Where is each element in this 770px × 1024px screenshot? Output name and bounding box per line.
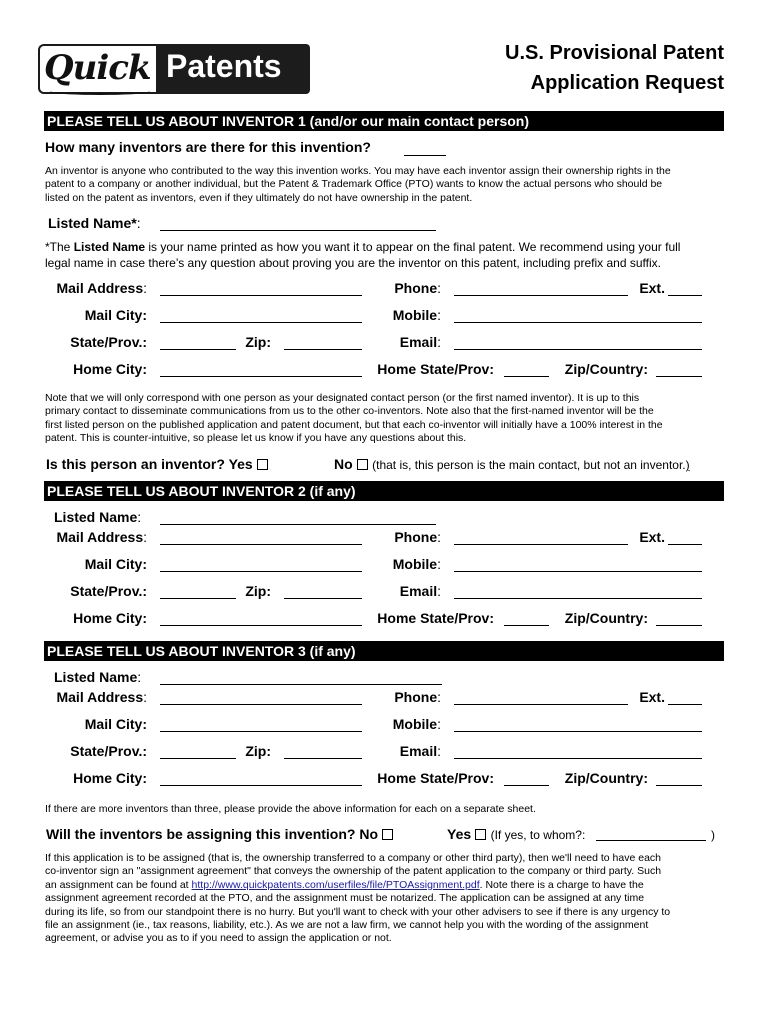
phone-3-field[interactable] [454, 704, 628, 705]
logo-quick-text: Quick [44, 48, 151, 88]
colon: : [137, 509, 142, 525]
mail-city-2-label [85, 556, 147, 572]
colon: : [143, 689, 147, 705]
inventor-definition [45, 165, 671, 205]
listed-note-line [45, 240, 680, 256]
listed-name-1-field[interactable] [160, 230, 436, 231]
inventor-3-header: PLEASE TELL US ABOUT INVENTOR 3 (if any) [44, 641, 724, 661]
home-city-2-label-text: Home City: [73, 610, 147, 626]
listed-name-3-field[interactable] [160, 684, 442, 685]
state-1-label [70, 334, 147, 350]
logo-patents-box [156, 44, 310, 94]
is-inventor-yes-label: Yes [228, 456, 253, 472]
assign-para-line: during its life, so from our standpoint there is no hurry. But you'll want to check with your other advisers to see if there is any urgency to [45, 905, 671, 918]
home-state-2-label [377, 610, 494, 626]
mail-city-2-field[interactable] [160, 571, 362, 572]
ext-1-label-text: Ext. [639, 280, 665, 296]
state-2-label [70, 583, 147, 599]
listed-name-3-text: Listed Name [54, 669, 138, 685]
phone-3-label-text: Phone [394, 689, 438, 705]
phone-2-label-text: Phone [394, 529, 438, 545]
ext-3-field[interactable] [668, 704, 702, 705]
phone-2-label [394, 529, 441, 545]
logo-swoosh [50, 88, 150, 95]
mail-city-3-label-text: Mail City: [84, 716, 147, 732]
phone-2-field[interactable] [454, 544, 628, 545]
contact-note [45, 392, 663, 446]
title-line-2: Application Request [530, 72, 724, 94]
definition-line: listed on the patent as inventors, even if they ultimately do not have ownership in the patent. [45, 191, 473, 204]
phone-1-field[interactable] [454, 295, 628, 296]
assign-yes-checkbox[interactable] [475, 829, 486, 840]
assign-para-line: agreement, or advise you as to if you need to assign the application or not. [45, 932, 392, 945]
listed-note-bold: Listed Name [73, 240, 146, 254]
mail-address-3-label [56, 689, 147, 705]
ext-3-label [639, 689, 665, 705]
mobile-2-field[interactable] [454, 571, 702, 572]
listed-name-3-label [54, 669, 141, 685]
no-note-close: ) [685, 458, 690, 472]
is-inventor-no-group [334, 456, 690, 474]
is-inventor-text: Is this person an inventor? [46, 456, 225, 472]
quickpatents-logo [38, 44, 310, 94]
colon: : [437, 743, 441, 759]
assign-yes-label: Yes [447, 826, 472, 842]
state-2-label-text: State/Prov.: [70, 583, 147, 599]
how-many-label: How many inventors are there for this invention? [45, 139, 371, 155]
mobile-1-field[interactable] [454, 322, 702, 323]
note-line: first listed person on the published application and patent document, but that each co-inventor will initially have a 100% interest in the [45, 418, 663, 431]
home-city-3-label [73, 770, 147, 786]
home-state-3-field[interactable] [504, 785, 549, 786]
is-inventor-no-label: No [334, 456, 353, 472]
mobile-2-label-text: Mobile [392, 556, 438, 572]
state-3-label-text: State/Prov.: [70, 743, 147, 759]
mail-address-3-label-text: Mail Address [56, 689, 144, 705]
inventor-2-header: PLEASE TELL US ABOUT INVENTOR 2 (if any) [44, 481, 724, 501]
mail-city-1-label [85, 307, 147, 323]
colon: : [437, 716, 441, 732]
ext-2-label-text: Ext. [639, 529, 665, 545]
home-state-1-label [377, 361, 494, 377]
state-2-field[interactable] [160, 598, 236, 599]
logo-quick-box [38, 44, 162, 94]
colon: : [143, 280, 147, 296]
assign-yes-group [447, 826, 585, 844]
mail-address-1-label-text: Mail Address [56, 280, 144, 296]
assign-question-text: Will the inventors be assigning this invention? [46, 826, 356, 842]
colon: : [437, 583, 441, 599]
colon: : [437, 556, 441, 572]
ext-2-field[interactable] [668, 544, 702, 545]
home-state-1-label-text: Home State/Prov: [377, 361, 494, 377]
zip-country-2-label [565, 610, 648, 626]
colon: : [437, 280, 441, 296]
more-inventors-note: If there are more inventors than three, please provide the above information for each on a separate sheet. [45, 803, 536, 815]
zip-3-field[interactable] [284, 758, 362, 759]
mail-city-2-label-text: Mail City: [84, 556, 147, 572]
title-line-1: U.S. Provisional Patent [505, 42, 724, 64]
listed-note-rest: is your name printed as how you want it to appear on the final patent. We recommend using your full [145, 240, 681, 254]
assign-line3-post: . Note there is a charge to have the [479, 878, 644, 891]
assign-no-checkbox[interactable] [382, 829, 393, 840]
mail-city-3-field[interactable] [160, 731, 362, 732]
colon: : [143, 529, 147, 545]
phone-1-label [394, 280, 441, 296]
mobile-3-label-text: Mobile [392, 716, 438, 732]
assign-para-line: file an assignment (ie., tax reasons, liability, etc.). As we are not a law firm, we cannot help you with the wording of the assignment [45, 919, 649, 932]
zip-country-3-label-text: Zip/Country: [564, 770, 648, 786]
listed-note-line: legal name in case there’s any question about proving you are the inventor on this patent, including prefix and suffix. [45, 255, 661, 270]
home-state-3-label-text: Home State/Prov: [377, 770, 494, 786]
state-3-label [70, 743, 147, 759]
mobile-3-field[interactable] [454, 731, 702, 732]
mail-address-2-label-text: Mail Address [56, 529, 144, 545]
zip-2-label-text: Zip: [245, 583, 271, 599]
assign-question [46, 826, 393, 842]
email-2-label [400, 583, 441, 599]
how-many-field[interactable] [404, 155, 446, 156]
listed-name-note [45, 240, 680, 271]
ext-1-label [639, 280, 665, 296]
definition-line: An inventor is anyone who contributed to the way this invention works. You may have each inventor assign their ownership rights in the [45, 165, 671, 177]
mail-address-1-label [56, 280, 147, 296]
listed-name-1-text: Listed Name* [48, 215, 137, 231]
colon: : [437, 334, 441, 350]
colon: : [437, 529, 441, 545]
inventor-1-header: PLEASE TELL US ABOUT INVENTOR 1 (and/or our main contact person) [44, 111, 724, 131]
mail-address-1-field[interactable] [160, 295, 362, 296]
mail-city-3-label [85, 716, 147, 732]
page-title [505, 38, 724, 98]
assign-para-line [45, 879, 670, 892]
zip-2-label [245, 583, 271, 599]
home-state-2-label-text: Home State/Prov: [377, 610, 494, 626]
home-city-3-field[interactable] [160, 785, 362, 786]
phone-3-label [394, 689, 441, 705]
ext-3-label-text: Ext. [639, 689, 665, 705]
email-1-label [400, 334, 441, 350]
email-2-label-text: Email [399, 583, 438, 599]
note-line: primary contact to disseminate communications from us to the other co-inventors. Note also that the first-named inventor will be the [45, 405, 654, 418]
state-3-field[interactable] [160, 758, 236, 759]
mail-address-2-field[interactable] [160, 544, 362, 545]
mobile-1-label-text: Mobile [392, 307, 438, 323]
email-1-field[interactable] [454, 349, 702, 350]
assign-no-label: No [359, 826, 379, 842]
assign-if-yes-text: (If yes, to whom?: [490, 828, 586, 842]
email-3-field[interactable] [454, 758, 702, 759]
home-city-3-label-text: Home City: [73, 770, 147, 786]
is-inventor-yes-checkbox[interactable] [257, 459, 268, 470]
phone-1-label-text: Phone [394, 280, 438, 296]
email-3-label-text: Email [399, 743, 438, 759]
zip-country-3-label [565, 770, 648, 786]
ext-2-label [639, 529, 665, 545]
assign-to-whom-field[interactable] [596, 840, 706, 841]
definition-line: patent to a company or another individual, but the Patent & Trademark Office (PTO) wants to know the actual persons who should be [45, 178, 663, 191]
zip-3-label [245, 743, 271, 759]
assign-para-line: co-inventor sign an "assignment agreement" that conveys the ownership of the patent application to the company or third party. Such [45, 865, 662, 878]
zip-country-3-field[interactable] [656, 785, 702, 786]
note-line: patent. This is counter-intuitive, so please let us know if you have any questions about this. [45, 432, 467, 445]
zip-1-field[interactable] [284, 349, 362, 350]
zip-country-1-label-text: Zip/Country: [564, 361, 648, 377]
home-city-1-label [73, 361, 147, 377]
email-2-field[interactable] [454, 598, 702, 599]
mail-address-2-label [56, 529, 147, 545]
zip-country-1-label [565, 361, 648, 377]
zip-country-2-field[interactable] [656, 625, 702, 626]
state-1-field[interactable] [160, 349, 236, 350]
is-inventor-no-note: (that is, this person is the main contact, but not an inventor. [372, 458, 686, 472]
zip-1-label-text: Zip: [245, 334, 271, 350]
zip-2-field[interactable] [284, 598, 362, 599]
colon: : [437, 689, 441, 705]
zip-country-2-label-text: Zip/Country: [564, 610, 648, 626]
logo-patents-text: Patents [166, 48, 282, 84]
mobile-3-label [393, 716, 441, 732]
home-city-2-label [73, 610, 147, 626]
listed-name-2-field[interactable] [160, 524, 436, 525]
zip-1-label [245, 334, 271, 350]
assign-para-line: If this application is to be assigned (that is, the ownership transferred to a company or other third party), then we'll need to have each [45, 852, 662, 864]
listed-name-2-label [54, 509, 141, 525]
listed-name-1-label [48, 215, 141, 231]
email-1-label-text: Email [399, 334, 438, 350]
mail-city-1-field[interactable] [160, 322, 362, 323]
home-city-2-field[interactable] [160, 625, 362, 626]
is-inventor-no-checkbox[interactable] [357, 459, 368, 470]
listed-name-2-text: Listed Name [54, 509, 138, 525]
mobile-2-label [393, 556, 441, 572]
assign-close-paren: ) [711, 828, 715, 842]
email-3-label [400, 743, 441, 759]
assign-para-line: assignment agreement recorded at the PTO, and the assignment must be notarized. The application can be assigned at any time [45, 892, 645, 905]
assign-line3-pre: an assignment can be found at [45, 878, 192, 891]
listed-note-star: *The [45, 240, 74, 254]
is-inventor-question [46, 456, 268, 472]
zip-country-1-field[interactable] [656, 376, 702, 377]
home-state-2-field[interactable] [504, 625, 549, 626]
home-city-1-field[interactable] [160, 376, 362, 377]
note-line: Note that we will only correspond with one person as your designated contact person (or the first named inventor). It is up to this [45, 392, 640, 404]
state-1-label-text: State/Prov.: [70, 334, 147, 350]
assignment-pdf-link[interactable]: http://www.quickpatents.com/userfiles/file/PTOAssignment.pdf [191, 878, 480, 891]
home-city-1-label-text: Home City: [73, 361, 147, 377]
assignment-paragraph [45, 852, 670, 946]
mobile-1-label [393, 307, 441, 323]
mail-city-1-label-text: Mail City: [84, 307, 147, 323]
ext-1-field[interactable] [668, 295, 702, 296]
mail-address-3-field[interactable] [160, 704, 362, 705]
home-state-3-label [377, 770, 494, 786]
colon: : [137, 669, 142, 685]
colon: : [437, 307, 441, 323]
colon: : [136, 215, 141, 231]
home-state-1-field[interactable] [504, 376, 549, 377]
zip-3-label-text: Zip: [245, 743, 271, 759]
